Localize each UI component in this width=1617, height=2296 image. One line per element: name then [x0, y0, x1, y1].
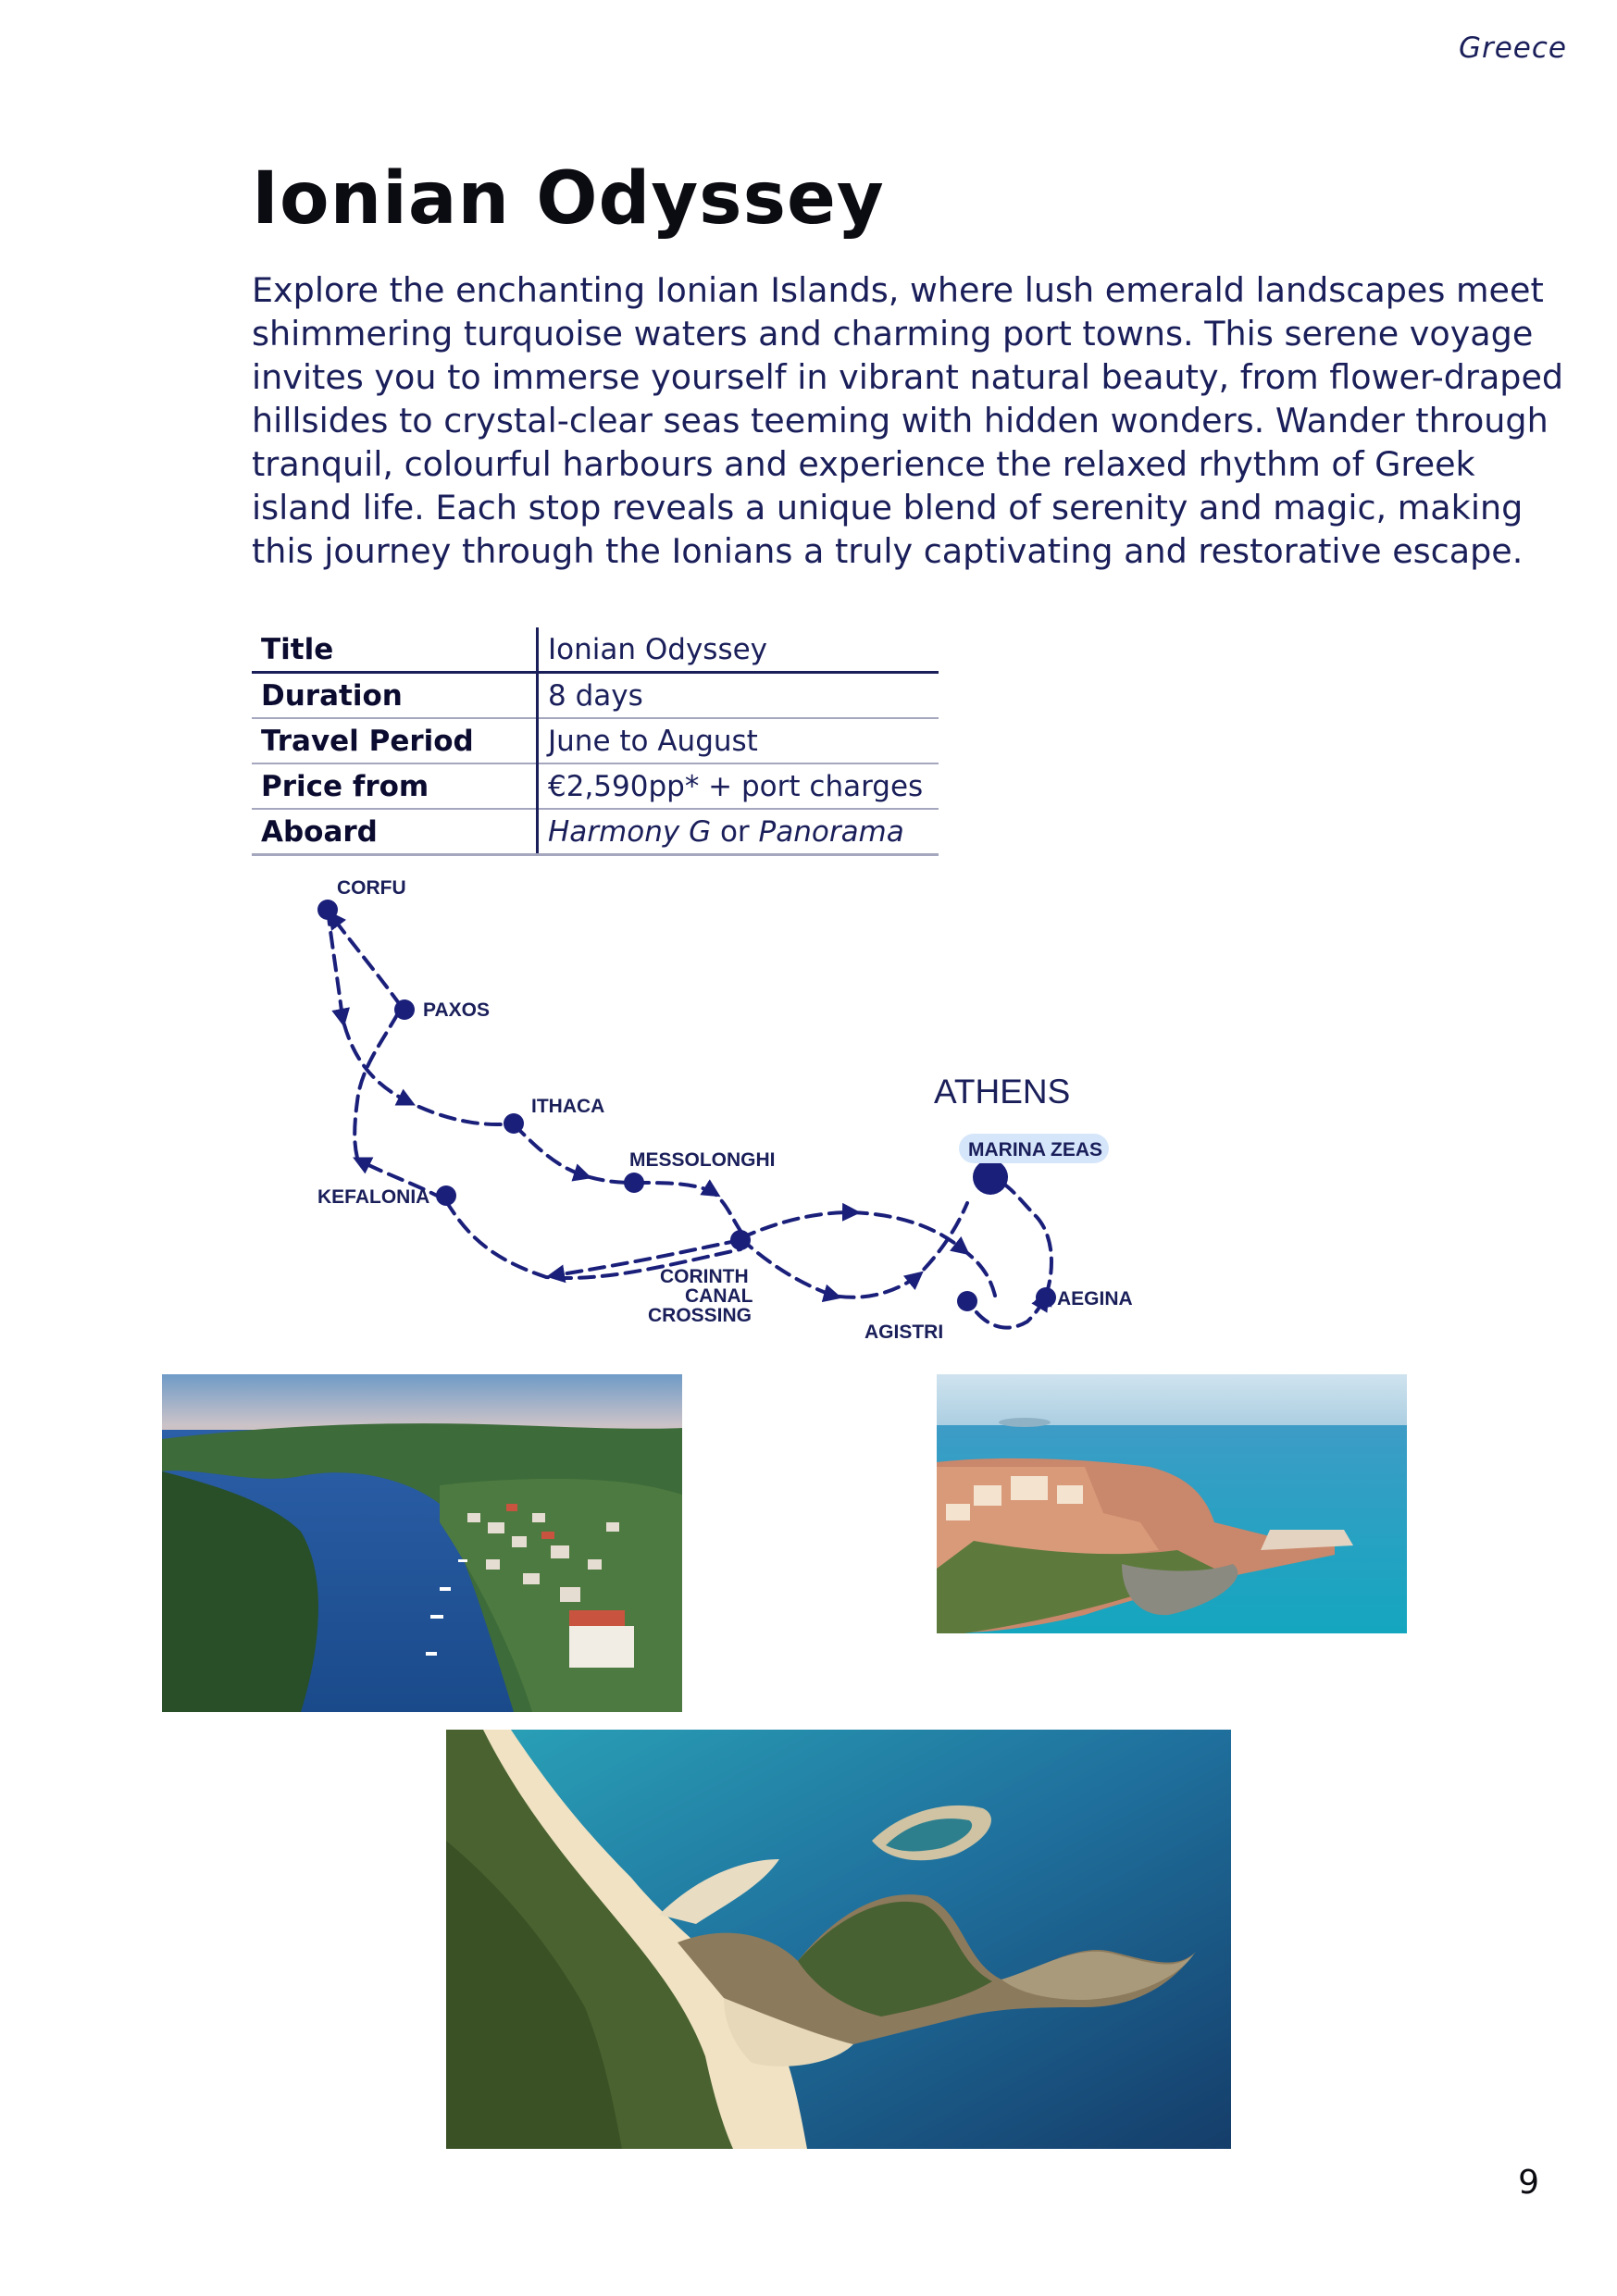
stop-kefalonia-dot	[436, 1185, 456, 1206]
label-marina-zeas: MARINA ZEAS	[968, 1139, 1103, 1160]
label-messolonghi: MESSOLONGHI	[629, 1149, 776, 1171]
detail-value-duration: 8 days	[538, 673, 939, 719]
photo-coastal-aerial	[446, 1730, 1231, 2149]
detail-value-aboard	[538, 809, 939, 855]
stop-agistri-dot	[957, 1291, 977, 1311]
stop-corfu-dot	[317, 900, 338, 920]
label-corfu: CORFU	[337, 877, 406, 899]
table-row	[252, 763, 939, 809]
route-paxos-west	[354, 1013, 398, 1164]
page-number: 9	[1518, 2164, 1539, 2202]
stop-paxos-dot	[394, 999, 415, 1020]
label-corinth-line3: CROSSING	[648, 1305, 753, 1326]
detail-value-price: €2,590pp* + port charges	[538, 763, 939, 809]
trip-details-table	[252, 627, 939, 856]
page-title: Ionian Odyssey	[252, 157, 885, 241]
detail-key: Price from	[252, 763, 538, 809]
detail-value-title: Ionian Odyssey	[538, 627, 939, 673]
detail-key: Travel Period	[252, 718, 538, 763]
label-ithaca: ITHACA	[531, 1096, 605, 1117]
ship-name-panorama: Panorama	[758, 815, 904, 849]
route-ithaca-messolonghi	[514, 1124, 634, 1183]
region-label: Greece	[1458, 31, 1567, 65]
table-row	[252, 627, 939, 673]
label-corinth-line2: CANAL	[685, 1285, 753, 1307]
route-agistri-aegina	[976, 1300, 1044, 1328]
intro-paragraph: Explore the enchanting Ionian Islands, where lush emerald landscapes meet shimmering turquoise waters and charming port towns. This serene voyage invites you to immerse yourself in vibrant natural beauty, from flower-draped hillsides to crystal-clear seas teeming with hidden wonders. Wander through tranquil, colourful harbours and experience the relaxed rhythm of Greek island life. Each stop reveals a unique blend of serenity and magic, making this journey through the Ionians a truly captivating and restorative escape.	[252, 270, 1564, 571]
detail-value-travel-period: June to August	[538, 718, 939, 763]
route-map	[250, 870, 1157, 1360]
label-corinth-line1: CORINTH	[660, 1266, 749, 1287]
label-kefalonia: KEFALONIA	[317, 1186, 430, 1208]
route-paxos-corfu	[333, 918, 401, 1006]
photo-corfu-coast	[937, 1374, 1407, 1633]
table-row	[252, 809, 939, 855]
stop-marina-zeas-dot	[973, 1160, 1008, 1195]
table-row	[252, 673, 939, 719]
stop-aegina-dot	[1036, 1287, 1056, 1308]
label-agistri: AGISTRI	[864, 1322, 944, 1343]
route-messolonghi-corinth	[634, 1183, 740, 1231]
label-paxos: PAXOS	[423, 999, 490, 1021]
label-aegina: AEGINA	[1057, 1288, 1133, 1309]
detail-key: Aboard	[252, 809, 538, 855]
ship-connector: or	[711, 815, 759, 849]
route-corinth-agistri	[740, 1203, 967, 1297]
stop-messolonghi-dot	[624, 1173, 644, 1193]
detail-key: Duration	[252, 673, 538, 719]
label-athens: ATHENS	[934, 1073, 1071, 1111]
photo-paxos-harbour	[162, 1374, 682, 1712]
detail-key: Title	[252, 627, 538, 673]
route-aegina-zeas	[998, 1180, 1051, 1296]
table-row	[252, 718, 939, 763]
stop-corinth-dot	[730, 1230, 751, 1250]
stop-ithaca-dot	[504, 1113, 524, 1134]
ship-name-harmony: Harmony G	[548, 815, 712, 849]
